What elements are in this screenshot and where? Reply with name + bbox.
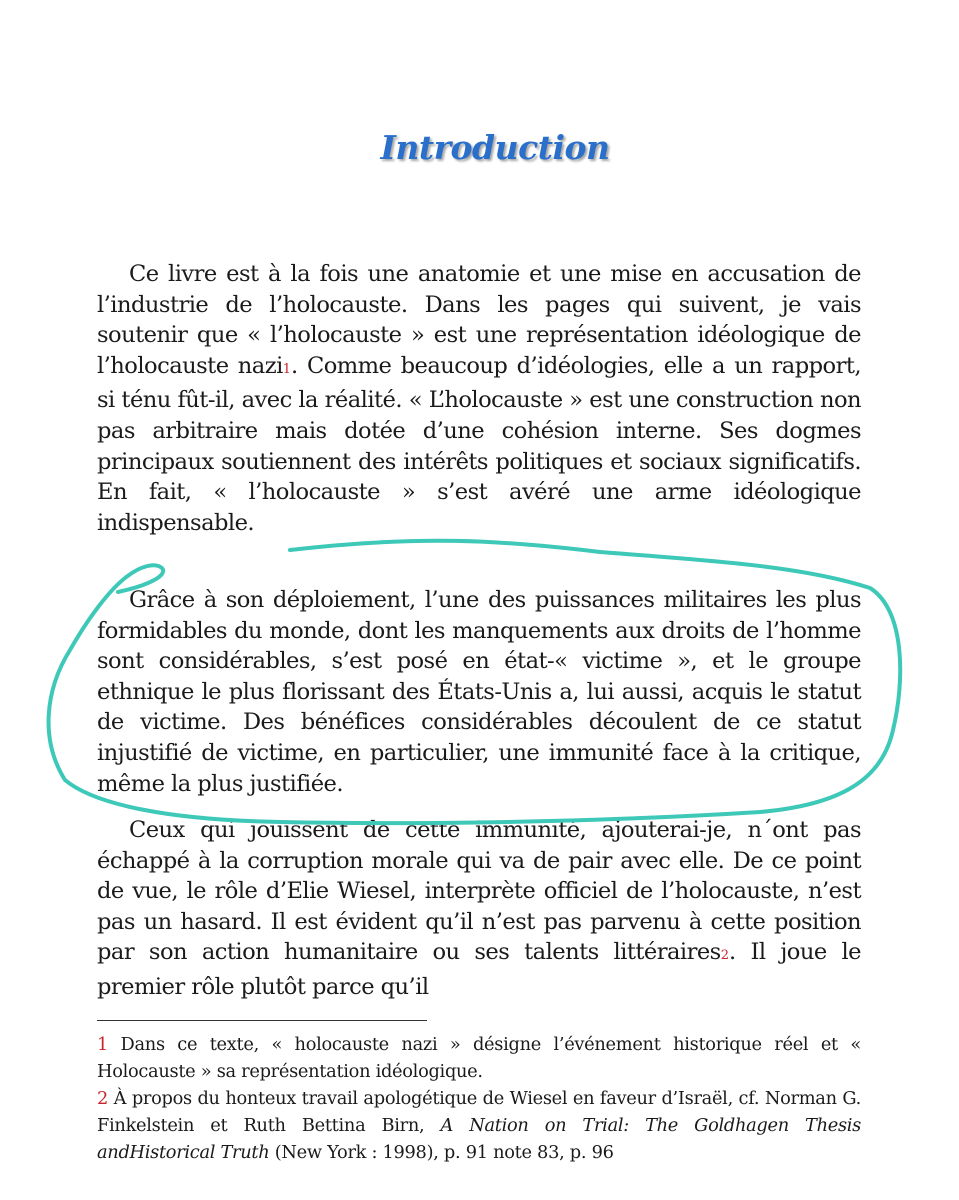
paragraph-3: [97, 815, 861, 1003]
footnote-2-text-b: (New York : 1998), p. 91 note 83, p. 96: [269, 1142, 614, 1163]
footnote-1-text: Dans ce texte, « holocauste nazi » désigne l’événement historique réel et « Holocauste » sa représentation idéologique.: [97, 1034, 861, 1082]
paragraph-2-highlighted: [97, 585, 861, 799]
paragraph-2-text: Grâce à son déploiement, l’une des puissances militaires les plus formidables du monde, dont les manquements aux droits de l’homme sont considérables, s’est posé en état-« victime », et le groupe ethnique le plus florissant des États-Unis a, lui aussi, acquis le statut de victime. Des bénéfices considérables découlent de ce statut injustifié de victime, en particulier, une immunité face à la critique, même la plus justifiée.: [97, 587, 861, 797]
footnote-2-number: 2: [97, 1088, 109, 1109]
footnote-2-book-title: A Nation on Trial: The Goldhagen Thesis andHistorical Truth: [97, 1115, 861, 1163]
footnote-separator: [97, 1020, 427, 1021]
paragraph-1-text-b: . Comme beaucoup d’idéologies, elle a un rapport, si ténu fût-il, avec la réalité. « L’holocauste » est une construction non pas arbitraire mais dotée d’une cohésion interne. Ses dogmes principaux soutiennent des intérêts politiques et sociaux significatifs. En fait, « l’holocauste » s’est avéré une arme idéologique indispensable.: [97, 352, 861, 536]
footnote-ref-2[interactable]: 2: [720, 948, 729, 964]
paragraph-3-text-a: Ceux qui jouissent de cette immunité, ajouterai-je, n´ont pas échappé à la corruption morale qui va de pair avec elle. De ce point de vue, le rôle d’Elie Wiesel, interprète officiel de l’holocauste, n’est pas un hasard. Il est évident qu’il n’est pas parvenu à cette position par son action humanitaire ou ses talents littéraires: [97, 817, 861, 966]
footnote-1: [97, 1031, 861, 1085]
paragraph-1: [97, 259, 861, 538]
footnote-2: [97, 1085, 861, 1166]
paragraph-3-text-b: . Il joue le premier rôle plutôt parce qu’il: [97, 939, 861, 1000]
footnote-ref-1[interactable]: 1: [282, 361, 292, 377]
footnote-2-text-a: À propos du honteux travail apologétique de Wiesel en faveur d’Israël, cf. Norman G. Finkelstein et Ruth Bettina Birn,: [97, 1088, 861, 1136]
footnote-1-number: 1: [97, 1034, 109, 1055]
footnotes: [97, 1031, 861, 1166]
page-title: Introduction: [380, 128, 610, 167]
paragraph-1-text-a: Ce livre est à la fois une anatomie et une mise en accusation de l’industrie de l’holocauste. Dans les pages qui suivent, je vais soutenir que « l’holocauste » est une représentation idéologique de l’holocauste nazi: [97, 261, 861, 379]
